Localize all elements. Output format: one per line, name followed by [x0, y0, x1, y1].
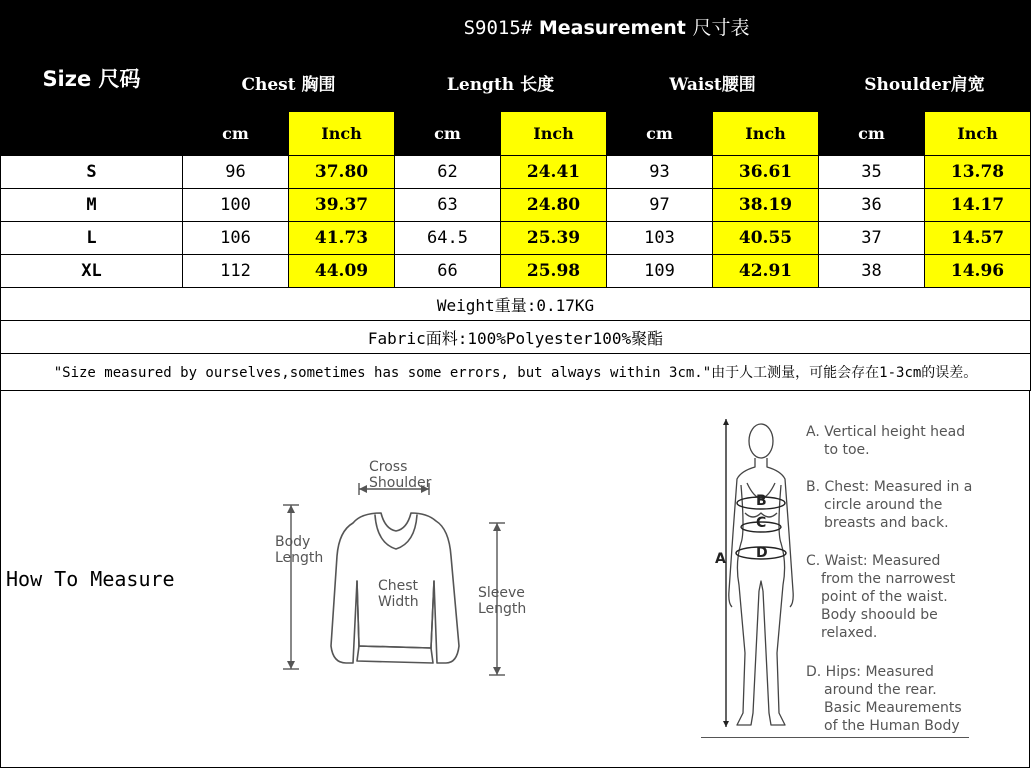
title-word: Measurement [538, 17, 686, 39]
shoulder-cm-cell: 38 [819, 255, 925, 288]
body-length-label: Body Length [275, 534, 324, 566]
chest-inch-cell: 44.09 [289, 255, 395, 288]
unit-inch: Inch [289, 112, 395, 156]
shoulder-cm-cell: 36 [819, 189, 925, 222]
title-cn: 尺寸表 [692, 17, 750, 39]
unit-inch: Inch [925, 112, 1031, 156]
label-b: B [756, 493, 767, 509]
chest-header: Chest 胸围 [183, 53, 395, 112]
length-inch-cell: 25.98 [501, 255, 607, 288]
chest-inch-cell: 37.80 [289, 156, 395, 189]
chest-inch-cell: 39.37 [289, 189, 395, 222]
waist-cm-cell: 103 [607, 222, 713, 255]
size-cell: S [1, 156, 183, 189]
measurement-note: "Size measured by ourselves,sometimes has some errors, but always within 3cm."由于人工测量，可能会存在1-3cm的误差。 [1, 354, 1031, 391]
size-cell: L [1, 222, 183, 255]
length-cm-cell: 62 [395, 156, 501, 189]
waist-cm-cell: 109 [607, 255, 713, 288]
size-cell: M [1, 189, 183, 222]
unit-inch: Inch [713, 112, 819, 156]
shoulder-cm-cell: 37 [819, 222, 925, 255]
chest-inch-cell: 41.73 [289, 222, 395, 255]
waist-cm-cell: 93 [607, 156, 713, 189]
size-header: Size 尺码 [1, 1, 183, 156]
unit-cm: cm [819, 112, 925, 156]
table-row [1, 222, 1031, 255]
length-inch-cell: 25.39 [501, 222, 607, 255]
shoulder-cm-cell: 35 [819, 156, 925, 189]
body-figure-baseline [701, 737, 969, 738]
body-note-d: D. Hips: Measured around the rear. Basic Meaurements of the Human Body [806, 664, 962, 734]
chest-cm-cell: 100 [183, 189, 289, 222]
length-inch-cell: 24.41 [501, 156, 607, 189]
unit-cm: cm [183, 112, 289, 156]
label-d: D [756, 545, 768, 561]
unit-cm: cm [395, 112, 501, 156]
unit-cm: cm [607, 112, 713, 156]
label-a: A [715, 551, 726, 567]
size-cell: XL [1, 255, 183, 288]
waist-inch-cell: 40.55 [713, 222, 819, 255]
shoulder-inch-cell: 13.78 [925, 156, 1031, 189]
how-to-measure-label: How To Measure [6, 567, 175, 591]
length-inch-cell: 24.80 [501, 189, 607, 222]
waist-inch-cell: 36.61 [713, 156, 819, 189]
waist-inch-cell: 38.19 [713, 189, 819, 222]
table-row [1, 189, 1031, 222]
label-c: C [756, 515, 767, 531]
cross-shoulder-label: Cross Shoulder [369, 459, 432, 491]
shoulder-inch-cell: 14.96 [925, 255, 1031, 288]
chest-cm-cell: 96 [183, 156, 289, 189]
fabric-row: Fabric面料:100%Polyester100%聚酯 [1, 321, 1031, 354]
waist-header: Waist腰围 [607, 53, 819, 112]
title-code: S9015# [463, 17, 533, 39]
weight-row: Weight重量:0.17KG [1, 288, 1031, 321]
unit-inch: Inch [501, 112, 607, 156]
chart-title [183, 1, 1031, 53]
length-header: Length 长度 [395, 53, 607, 112]
body-note-b: B. Chest: Measured in a circle around the breasts and back. [806, 479, 973, 531]
shoulder-inch-cell: 14.17 [925, 189, 1031, 222]
human-body-sketch [701, 413, 801, 743]
body-note-c: C. Waist: Measured from the narrowest point of the waist. Body shoould be relaxed. [806, 553, 956, 641]
waist-cm-cell: 97 [607, 189, 713, 222]
table-row [1, 255, 1031, 288]
shoulder-header: Shoulder肩宽 [819, 53, 1031, 112]
body-note-a: A. Vertical height head to toe. [806, 424, 966, 458]
length-cm-cell: 63 [395, 189, 501, 222]
how-to-measure-section [0, 391, 1030, 768]
length-cm-cell: 66 [395, 255, 501, 288]
waist-inch-cell: 42.91 [713, 255, 819, 288]
shoulder-inch-cell: 14.57 [925, 222, 1031, 255]
table-row [1, 156, 1031, 189]
chest-cm-cell: 106 [183, 222, 289, 255]
chest-width-label: Chest Width [378, 578, 419, 610]
length-cm-cell: 64.5 [395, 222, 501, 255]
chest-cm-cell: 112 [183, 255, 289, 288]
sleeve-length-label: Sleeve Length [478, 585, 527, 617]
